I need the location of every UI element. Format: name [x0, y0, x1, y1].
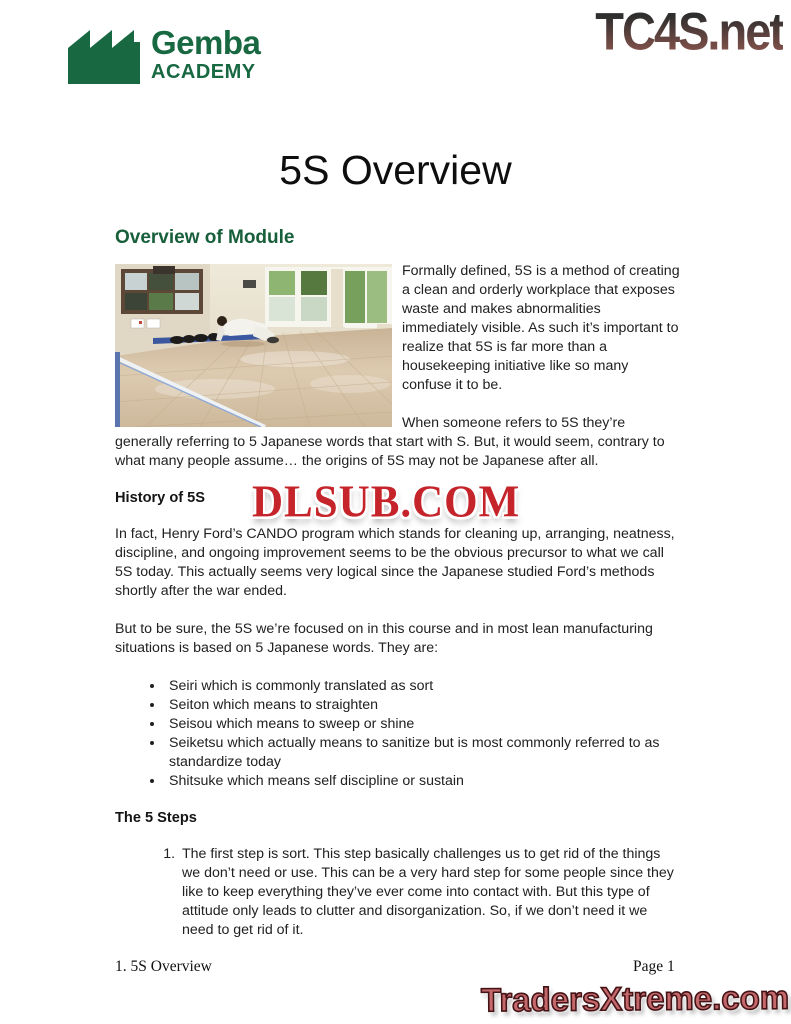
list-item-seiton: • Seiton which means to straighten: [165, 696, 680, 715]
five-s-word-list: [115, 677, 680, 791]
footer-document-label: 1. 5S Overview: [115, 958, 212, 975]
paragraph-history-1: In fact, Henry Ford’s CANDO program which stands for cleaning up, arranging, neatness, discipline, and ongoing improvement seems to be the obvious precursor to what we call 5S today. This actually seems very logical since the Japanese studied Ford’s methods shortly after the war ended.: [115, 526, 675, 599]
logo-subtitle: ACADEMY: [151, 61, 256, 83]
footer-page-number: Page 1: [633, 958, 675, 975]
list-item-shitsuke: • Shitsuke which means self discipline or sustain: [165, 772, 680, 791]
workplace-photo: [115, 264, 392, 427]
document-body: [115, 227, 680, 940]
list-item-seiri: • Seiri which is commonly translated as sort: [165, 677, 680, 696]
five-steps-list: [115, 845, 680, 940]
logo-text: [151, 22, 260, 84]
page-title: 5S Overview: [279, 147, 512, 193]
watermark-tc4s: TC4S.net: [595, 1, 783, 61]
gemba-academy-logo: [64, 22, 260, 86]
step-item-1: 1. The first step is sort. This step basically challenges us to get rid of the things we don’t need or use. This can be a very hard step for some people since they like to keep everything they’ve ever come into contact with. But this type of attitude only leads to clutter and disorganization. So, if we don’t need it we need to get rid of it.: [179, 845, 680, 940]
section-heading-overview: Overview of Module: [115, 227, 295, 248]
paragraph-overview-1: Formally defined, 5S is a method of creating a clean and orderly workplace that exposes waste and makes abnormalities immediately visible. As such it’s important to realize that 5S is far more than a housekeeping initiative like so many confuse it to be.: [402, 263, 680, 393]
watermark-dlsub: DLSUB.COM: [252, 477, 521, 528]
paragraph-overview-2: When someone refers to 5S they’re generally referring to 5 Japanese words that start with S. But, it would seem, contrary to what many people assume… the origins of 5S may not be Japanese after all.: [115, 415, 665, 469]
factory-icon: [64, 22, 144, 86]
paragraph-history-2: But to be sure, the 5S we’re focused on in this course and in most lean manufacturing situations is based on 5 Japanese words. They are:: [115, 621, 653, 656]
sub-heading-history: History of 5S: [115, 490, 206, 506]
sub-heading-steps: The 5 Steps: [115, 810, 197, 826]
list-item-seisou: • Seisou which means to sweep or shine: [165, 715, 680, 734]
list-item-seiketsu: • Seiketsu which actually means to sanitize but is most commonly referred to as standardize today: [165, 734, 680, 772]
watermark-tradersxtreme: TradersXtreme.com: [480, 978, 790, 1019]
logo-name: Gemba: [151, 24, 261, 61]
